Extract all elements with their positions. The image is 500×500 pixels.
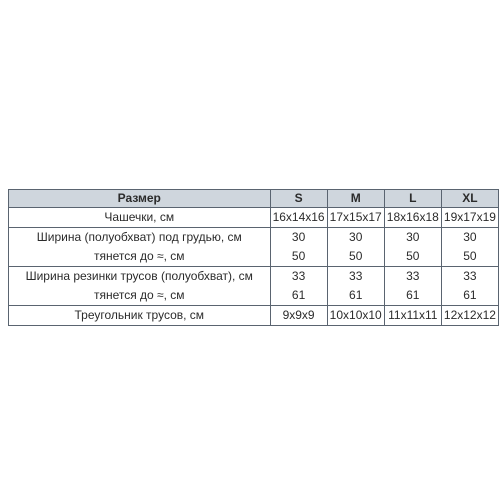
cell-cups-xl	[441, 208, 498, 228]
cell-value: 19x17x19	[443, 210, 496, 224]
row-label-stretch-text: тянется до ≈, см	[93, 288, 185, 302]
cell-value: 30	[406, 230, 420, 244]
cell-cups-m	[327, 208, 384, 228]
row-label-elastic	[9, 267, 271, 306]
row-label-cups	[9, 208, 271, 228]
cell-value: 12x12x12	[443, 308, 496, 322]
row-label-text: Ширина резинки трусов (полуобхват), см	[25, 269, 253, 283]
header-size-m: M	[327, 190, 384, 208]
cell-elastic-l	[384, 267, 441, 306]
cell-stretch-value: 61	[406, 288, 420, 302]
cell-underbust-l	[384, 228, 441, 267]
cell-stretch-value: 61	[349, 288, 363, 302]
cell-value: 11x11x11	[388, 308, 438, 322]
cell-underbust-s	[270, 228, 327, 267]
row-label-text: Треугольник трусов, см	[74, 308, 205, 322]
header-label-size: Размер	[9, 190, 271, 208]
table-row	[9, 267, 499, 306]
cell-stretch-value: 50	[349, 249, 363, 263]
cell-underbust-xl	[441, 228, 498, 267]
table-body	[9, 208, 499, 326]
cell-stretch-value: 50	[291, 249, 306, 263]
cell-stretch-value: 61	[463, 288, 477, 302]
cell-value: 33	[463, 269, 477, 283]
table-row	[9, 306, 499, 326]
header-size-xl: XL	[441, 190, 498, 208]
cell-value: 33	[349, 269, 363, 283]
cell-triangle-s	[270, 306, 327, 326]
row-label-stretch-text: тянется до ≈, см	[93, 249, 185, 263]
row-label-triangle	[9, 306, 271, 326]
size-chart-table	[8, 189, 499, 326]
cell-value: 33	[406, 269, 420, 283]
cell-value: 9x9x9	[282, 308, 315, 322]
table-row	[9, 208, 499, 228]
cell-value: 18x16x18	[386, 210, 439, 224]
cell-value: 17x15x17	[329, 210, 382, 224]
table-row	[9, 228, 499, 267]
cell-elastic-xl	[441, 267, 498, 306]
cell-triangle-m	[327, 306, 384, 326]
cell-value: 30	[349, 230, 363, 244]
cell-value: 10x10x10	[329, 308, 382, 322]
cell-triangle-l	[384, 306, 441, 326]
cell-elastic-s	[270, 267, 327, 306]
cell-value: 16x14x16	[272, 210, 325, 224]
cell-stretch-value: 50	[463, 249, 477, 263]
header-size-l: L	[384, 190, 441, 208]
table-header	[9, 190, 499, 208]
row-label-text: Ширина (полуобхват) под грудью, см	[36, 230, 242, 244]
row-label-text: Чашечки, см	[104, 210, 175, 224]
cell-cups-l	[384, 208, 441, 228]
cell-value: 33	[291, 269, 306, 283]
cell-triangle-xl	[441, 306, 498, 326]
header-size-s: S	[270, 190, 327, 208]
cell-stretch-value: 61	[291, 288, 306, 302]
cell-underbust-m	[327, 228, 384, 267]
cell-elastic-m	[327, 267, 384, 306]
cell-cups-s	[270, 208, 327, 228]
row-label-underbust	[9, 228, 271, 267]
cell-value: 30	[463, 230, 477, 244]
header-row	[9, 190, 499, 208]
cell-stretch-value: 50	[406, 249, 420, 263]
cell-value: 30	[291, 230, 306, 244]
